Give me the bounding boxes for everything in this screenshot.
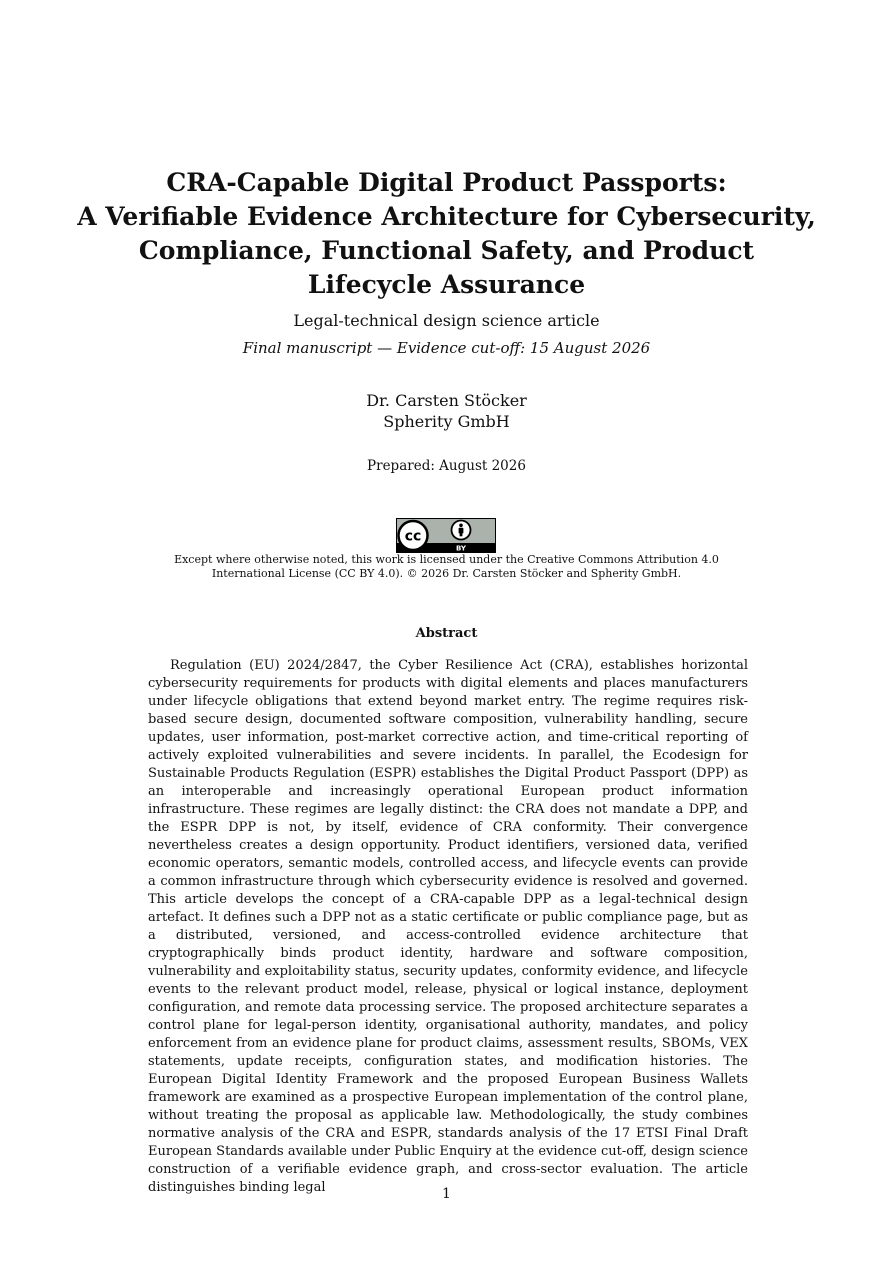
- abstract-heading: Abstract: [415, 626, 478, 641]
- cc-by-license-icon: [396, 518, 496, 553]
- by-text: BY: [455, 544, 467, 553]
- title-line: Compliance, Functional Safety, and Product: [138, 236, 755, 265]
- paper-title: [60, 166, 833, 302]
- author-name: Dr. Carsten Stöcker: [366, 391, 527, 410]
- manuscript-note: Final manuscript — Evidence cut-off: 15 August 2026: [242, 339, 651, 357]
- page-number: 1: [442, 1186, 451, 1202]
- title-line: A Verifiable Evidence Architecture for Cybersecurity,: [77, 202, 816, 231]
- abstract-body: Regulation (EU) 2024/2847, the Cyber Resilience Act (CRA), establishes horizontal cybersecurity requirements for products with digital elements and places manufacturers under lifecycle obligations that extend beyond market entry. The regime requires risk-based secure design, documented software composition, vulnerability handling, secure updates, user information, post-market corrective action, and time-critical reporting of actively exploited vulnerabilities and severe incidents. In parallel, the Ecodesign for Sustainable Products Regulation (ESPR) establishes the Digital Product Passport (DPP) as an interoperable and increasingly operational European product information infrastructure. These regimes are legally distinct: the CRA does not mandate a DPP, and the ESPR DPP is not, by itself, evidence of CRA conformity. Their convergence nevertheless creates a design opportunity. Product identifiers, versioned data, verified economic operators, semantic models, controlled access, and lifecycle events can provide a common infrastructure through which cybersecurity evidence is resolved and governed. This article develops the concept of a CRA-capable DPP as a legal-technical design artefact. It defines such a DPP not as a static certificate or public compliance page, but as a distributed, versioned, and access-controlled evidence architecture that cryptographically binds product identity, hardware and software composition, vulnerability and exploitability status, security updates, conformity evidence, and lifecycle events to the relevant product model, release, physical or logical instance, deployment configuration, and remote data processing service. The proposed architecture separates a control plane for legal-person identity, organisational authority, mandates, and policy enforcement from an evidence plane for product claims, assessment results, SBOMs, VEX statements, update receipts, configuration states, and modification histories. The European Digital Identity Framework and the proposed European Business Wallets framework are examined as a prospective European implementation of the control plane, without treating the proposal as applicable law. Methodologically, the study combines normative analysis of the CRA and ESPR, standards analysis of the 17 ETSI Final Draft European Standards available under Public Enquiry at the evidence cut-off, design science construction of a verifiable evidence graph, and cross-sector evaluation. The article distinguishes binding legal: [148, 658, 748, 1195]
- prepared-date: Prepared: August 2026: [367, 458, 526, 474]
- title-line: CRA-Capable Digital Product Passports:: [166, 168, 727, 197]
- license-notice: Except where otherwise noted, this work is licensed under the Creative Commons Attribution 4.0 International License (CC BY 4.0). © 2026 Dr. Carsten Stöcker and Spherity GmbH.: [174, 553, 719, 580]
- author-affiliation: Spherity GmbH: [383, 412, 510, 431]
- title-line: Lifecycle Assurance: [307, 270, 586, 299]
- paper-subtitle: Legal-technical design science article: [293, 311, 600, 330]
- cc-text: cc: [404, 528, 422, 545]
